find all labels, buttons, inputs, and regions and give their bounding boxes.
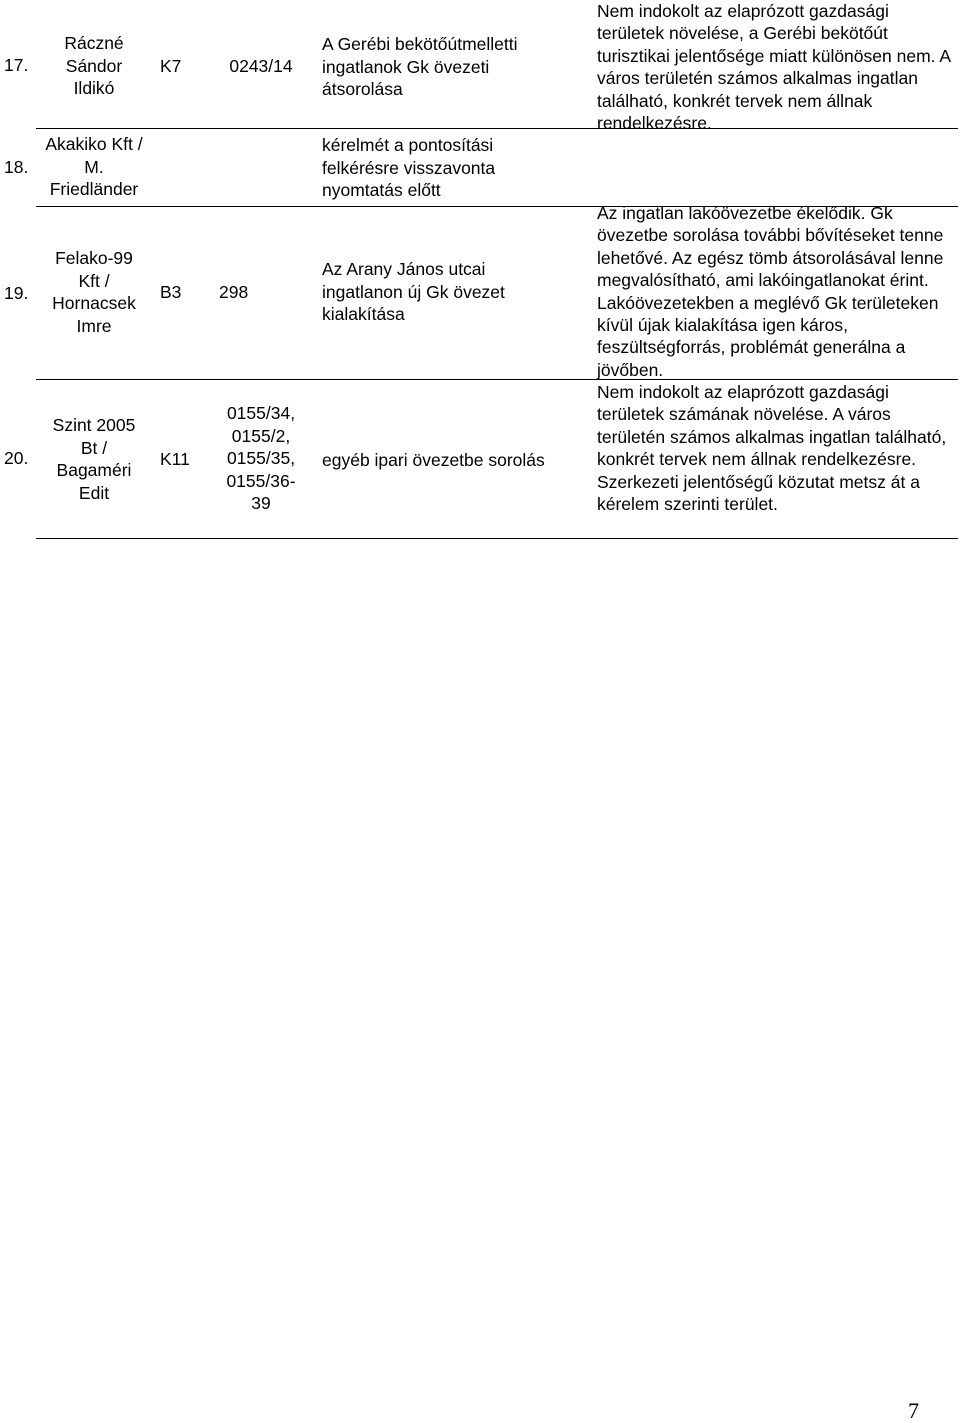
applicant-name: Ráczné Sándor Ildikó bbox=[64, 33, 124, 98]
request-text: Az Arany János utcai ingatlanon új Gk övezet kialakítása bbox=[322, 259, 505, 324]
row-number: 18. bbox=[4, 157, 29, 177]
applicant-name: Felako-99 Kft / Hornacsek Imre bbox=[52, 248, 136, 336]
applicant-name: Szint 2005 Bt / Bagaméri Edit bbox=[52, 415, 136, 503]
decision-text: Nem indokolt az elaprózott gazdasági területek növelése, a Gerébi bekötőút turisztikai jelentősége miatt különösen nem. A város területén számos alkalmas ingatlan található, konkrét tervek nem állnak rendelkezésre. bbox=[597, 1, 951, 134]
table-row bbox=[0, 379, 960, 538]
request-text: A Gerébi bekötőútmelletti ingatlanok Gk övezeti átsorolása bbox=[322, 34, 518, 99]
table-row bbox=[0, 203, 960, 380]
table-row bbox=[0, 0, 960, 134]
row-number: 17. bbox=[4, 55, 29, 75]
applicant-name: Akakiko Kft / M. Friedländer bbox=[45, 134, 143, 199]
request-text: kérelmét a pontosítási felkérésre visszavonta nyomtatás előtt bbox=[322, 135, 496, 200]
zone-code: B3 bbox=[160, 282, 182, 302]
table-row bbox=[0, 128, 960, 206]
row-divider bbox=[36, 538, 958, 539]
zone-code: K7 bbox=[160, 56, 182, 76]
parcel-number: 298 bbox=[219, 282, 249, 302]
decision-text: Az ingatlan lakóövezetbe ékelődik. Gk övezetbe sorolása további bővítéseket tenne lehetővé. Az egész tömb átsorolásával lenne megvalósítható, ami lakóingatlanokat érint. Lakóövezetekben a meglévő Gk területeken kívül újak kialakítása igen káros, feszültségforrás, problémát generálna a jövőben. bbox=[597, 203, 944, 380]
zone-code: K11 bbox=[160, 449, 190, 469]
request-text: egyéb ipari övezetbe sorolás bbox=[322, 450, 545, 470]
row-number: 20. bbox=[4, 448, 29, 468]
parcel-number: 0155/34, 0155/2, 0155/35, 0155/36-39 bbox=[226, 403, 296, 513]
decision-text: Nem indokolt az elaprózott gazdasági területek számának növelése. A város területén számos alkalmas ingatlan található, konkrét tervek nem állnak rendelkezésre. Szerkezeti jelentőségű közutat metsz át a kérelem szerinti terület. bbox=[597, 382, 947, 515]
row-number: 19. bbox=[4, 283, 29, 303]
parcel-number: 0243/14 bbox=[229, 56, 293, 76]
page-number: 7 bbox=[908, 1398, 919, 1423]
